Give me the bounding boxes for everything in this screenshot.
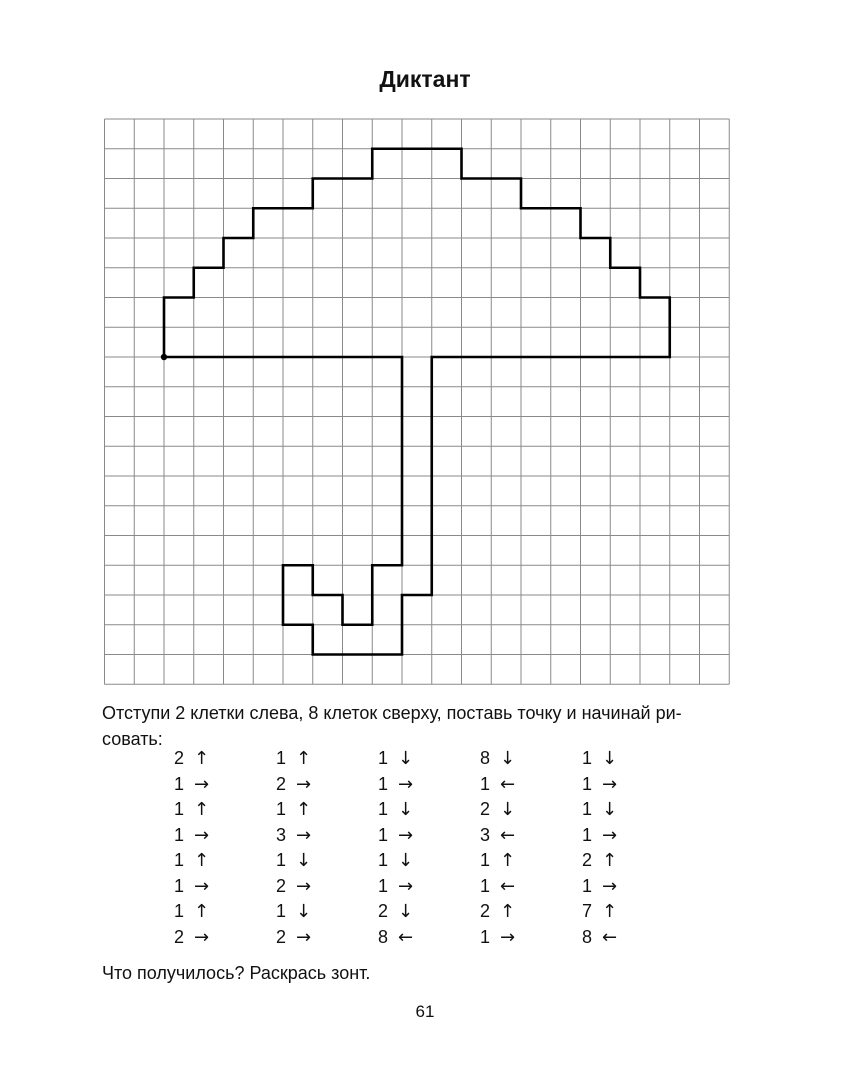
step-arrow-icon: ↓ [398,748,414,769]
step-arrow-icon: ← [602,926,618,948]
dictation-step [566,848,636,874]
step-arrow-icon: ↑ [194,850,210,871]
step-count: 8 [581,926,592,947]
step-arrow-icon: ↑ [500,901,516,922]
step-count: 1 [173,875,184,896]
dictation-column [464,746,534,950]
step-arrow-icon: → [398,773,414,795]
step-count: 1 [377,773,388,794]
step-count: 2 [275,773,286,794]
step-count: 8 [377,926,388,947]
step-count: 2 [275,875,286,896]
step-arrow-icon: → [296,824,312,846]
result-question: Что получилось? Раскрась зонт. [102,963,371,983]
page-title: Диктант [379,66,471,92]
dictation-step [566,899,636,925]
dictation-step [464,925,534,951]
dictation-step [158,797,228,823]
dictation-step [158,925,228,951]
dictation-step [362,925,432,951]
step-count: 7 [581,901,592,921]
dictation-step [158,848,228,874]
dictation-step [464,823,534,849]
dictation-step [566,746,636,772]
step-count: 1 [581,875,592,896]
step-arrow-icon: → [296,773,312,795]
step-count: 2 [275,926,286,947]
dictation-step [362,823,432,849]
dictation-step [362,899,432,925]
dictation-column [566,746,636,950]
dictation-step [566,823,636,849]
dictation-step [362,797,432,823]
dictation-step [566,925,636,951]
step-count: 1 [479,875,490,896]
dictation-step [362,772,432,798]
dictation-step [362,874,432,900]
dictation-step [464,899,534,925]
step-count: 1 [275,901,286,921]
step-arrow-icon: ← [398,926,414,948]
step-count: 1 [275,850,286,870]
step-arrow-icon: ↓ [500,748,516,769]
step-arrow-icon: → [602,773,618,795]
step-arrow-icon: ↑ [296,748,312,769]
dictation-step [260,848,330,874]
dictation-step [464,848,534,874]
step-arrow-icon: → [194,926,210,948]
step-count: 1 [377,875,388,896]
step-count: 1 [581,773,592,794]
step-arrow-icon: ↓ [602,799,618,820]
dictation-column [362,746,432,950]
step-count: 2 [479,901,490,921]
step-arrow-icon: ↓ [398,799,414,820]
dictation-step [464,772,534,798]
step-count: 1 [479,773,490,794]
step-arrow-icon: → [398,875,414,897]
dictation-step [260,797,330,823]
dictation-step [566,772,636,798]
step-arrow-icon: ← [500,875,516,897]
dictation-step [464,874,534,900]
instructions [102,700,762,752]
dictation-step [158,899,228,925]
step-count: 1 [479,926,490,947]
dictation-step [260,772,330,798]
step-arrow-icon: ← [500,773,516,795]
dictation-step [566,874,636,900]
step-arrow-icon: ↓ [296,850,312,871]
step-count: 8 [479,748,490,768]
page-number: 61 [415,1002,435,1021]
instructions-line-2: совать: [102,729,163,749]
step-count: 1 [275,799,286,819]
step-arrow-icon: ↑ [194,799,210,820]
step-count: 1 [173,850,184,870]
dictation-step [566,797,636,823]
dictation-step [158,772,228,798]
dictation-column [260,746,330,950]
step-count: 1 [377,850,388,870]
dictation-step [260,823,330,849]
step-count: 1 [275,748,286,768]
dictation-step [158,874,228,900]
step-count: 1 [377,824,388,845]
step-arrow-icon: → [398,824,414,846]
instructions-line-1: Отступи 2 клетки слева, 8 клеток сверху, поставь точку и начинай ри- [102,703,682,723]
step-count: 1 [173,799,184,819]
step-count: 2 [173,748,184,768]
dictation-table [0,746,850,956]
step-count: 2 [581,850,592,870]
step-arrow-icon: ↓ [398,850,414,871]
dictation-step [464,797,534,823]
start-point [161,354,167,360]
grid-lines [105,119,730,684]
dictation-step [158,746,228,772]
dictation-step [260,899,330,925]
step-arrow-icon: → [500,926,516,948]
dictation-step [362,746,432,772]
step-count: 2 [479,799,490,819]
dictation-column [158,746,228,950]
step-count: 1 [173,773,184,794]
step-arrow-icon: ↑ [602,901,618,922]
step-arrow-icon: → [602,875,618,897]
step-count: 1 [581,799,592,819]
step-count: 1 [173,901,184,921]
step-count: 1 [581,824,592,845]
step-arrow-icon: ← [500,824,516,846]
step-arrow-icon: ↑ [500,850,516,871]
step-arrow-icon: → [296,875,312,897]
dictation-step [260,746,330,772]
umbrella-outline [164,149,670,655]
step-count: 1 [479,850,490,870]
step-count: 1 [173,824,184,845]
step-arrow-icon: ↓ [602,748,618,769]
dictation-step [158,823,228,849]
step-count: 3 [275,824,286,845]
step-arrow-icon: ↑ [296,799,312,820]
step-count: 1 [377,799,388,819]
step-arrow-icon: ↓ [500,799,516,820]
step-arrow-icon: → [194,773,210,795]
step-arrow-icon: → [194,824,210,846]
step-count: 1 [377,748,388,768]
step-arrow-icon: ↓ [398,901,414,922]
dictation-step [362,848,432,874]
step-arrow-icon: → [602,824,618,846]
step-arrow-icon: ↑ [194,901,210,922]
step-arrow-icon: ↑ [602,850,618,871]
step-arrow-icon: ↑ [194,748,210,769]
dictation-step [260,874,330,900]
step-arrow-icon: → [194,875,210,897]
step-count: 2 [173,926,184,947]
step-count: 2 [377,901,388,921]
step-arrow-icon: ↓ [296,901,312,922]
step-count: 3 [479,824,490,845]
step-arrow-icon: → [296,926,312,948]
step-count: 1 [581,748,592,768]
dictation-step [260,925,330,951]
dictation-step [464,746,534,772]
